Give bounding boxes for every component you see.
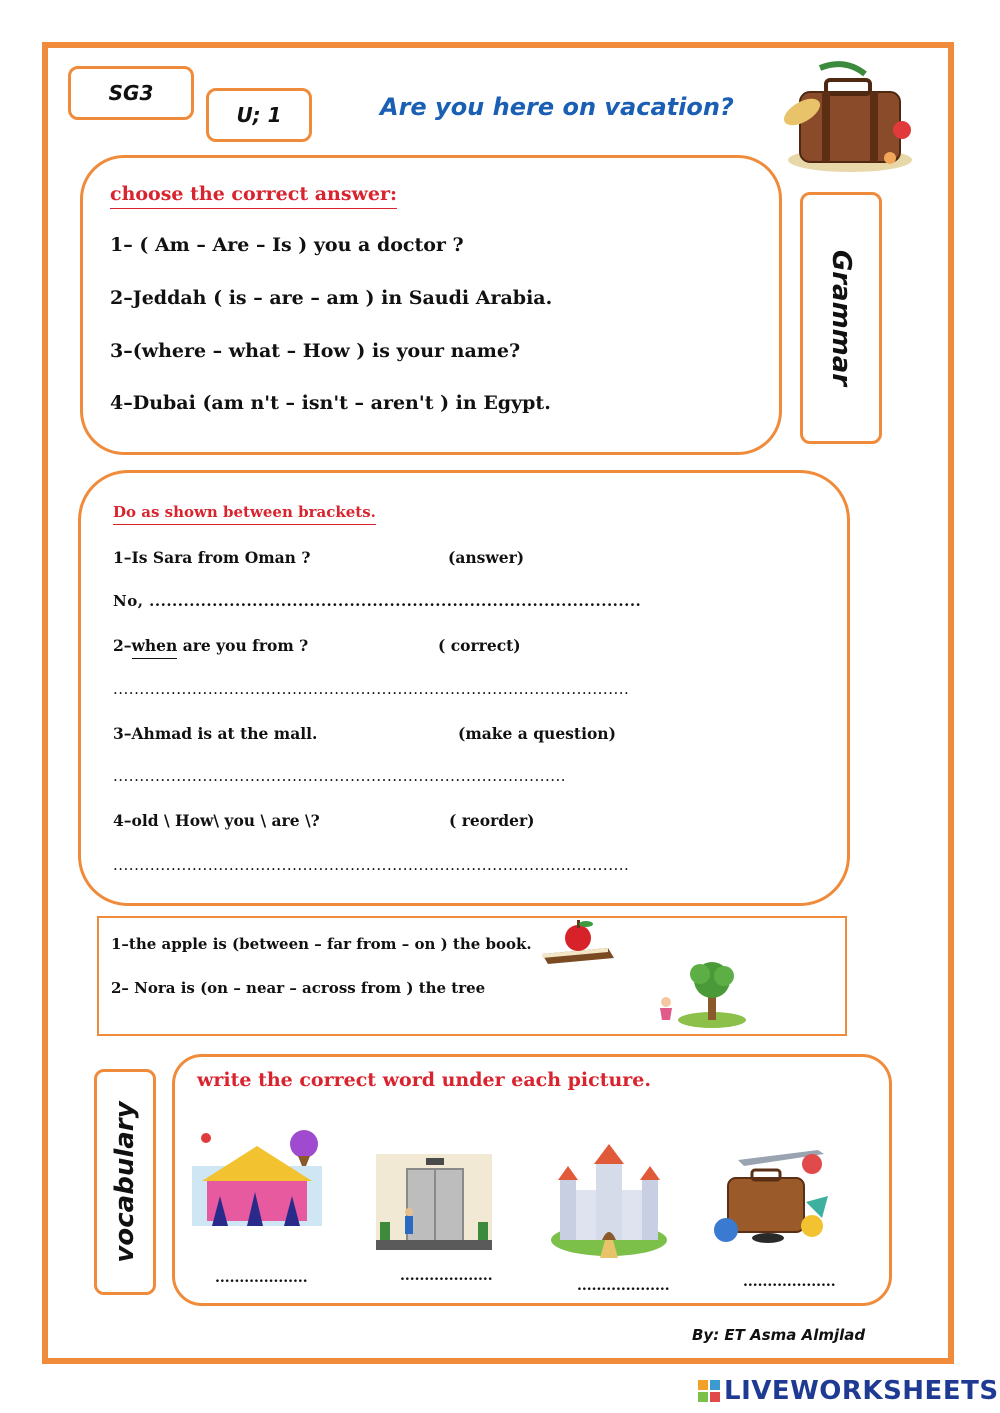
unit-box (206, 88, 312, 142)
vocabulary-blank-3[interactable]: ................... (577, 1278, 670, 1294)
girl-near-tree-picture (652, 958, 748, 1032)
liveworksheets-logo[interactable] (698, 1376, 999, 1406)
preposition-line-1: 1–the apple is (between – far from – on ) the book. (111, 935, 532, 953)
elevator-picture (376, 1154, 492, 1250)
apple-on-book-picture (538, 918, 618, 970)
brackets-instruction: Do as shown between brackets. (113, 503, 376, 521)
bracket-item-1: 1–Is Sara from Oman ? (113, 548, 311, 567)
castle-picture (550, 1140, 668, 1258)
suitcase-illustration (780, 60, 920, 175)
vocabulary-instruction: write the correct word under each picture. (197, 1069, 652, 1091)
bracket-answer-1[interactable] (113, 592, 678, 610)
grammar-instruction: choose the correct answer: (110, 183, 397, 205)
author-credit: By: ET Asma Almjlad (692, 1326, 866, 1344)
bracket-answer-2[interactable]: .................................................................................................. (113, 680, 630, 698)
amusement-park-picture (192, 1126, 322, 1231)
grammar-question-4: 4–Dubai (am n't – isn't – aren't ) in Egypt. (110, 392, 551, 414)
vocabulary-blank-2[interactable]: ................... (400, 1268, 493, 1284)
answer-dots: ...................................................................................... (149, 592, 642, 610)
grammar-question-2: 2–Jeddah ( is – are – am ) in Saudi Arabia. (110, 287, 553, 309)
bracket-item-4: 4–old \ How\ you \ are \? (113, 811, 320, 830)
bracket-item-3: 3–Ahmad is at the mall. (113, 724, 318, 743)
answer-prefix: No, (113, 592, 150, 610)
bracket-answer-3[interactable]: ...................................................................................... (113, 767, 567, 785)
underlined-word: when (132, 636, 178, 659)
bracket-hint-1: (answer) (448, 548, 525, 567)
bracket-item-2: 2–when are you from ? (113, 636, 308, 655)
bracket-hint-3: (make a question) (458, 724, 616, 743)
brand-icon (698, 1380, 720, 1402)
grammar-question-3: 3–(where – what – How ) is your name? (110, 340, 521, 362)
preposition-line-2: 2– Nora is (on – near – across from ) the tree (111, 979, 486, 997)
grammar-side-label: Grammar (826, 249, 856, 387)
class-code: SG3 (108, 81, 154, 105)
bracket-answer-4[interactable]: .................................................................................................. (113, 856, 630, 874)
travel-luggage-picture (708, 1142, 836, 1246)
class-code-box (68, 66, 194, 120)
grammar-question-1: 1– ( Am – Are – Is ) you a doctor ? (110, 234, 464, 256)
vocabulary-blank-1[interactable]: ................... (215, 1270, 308, 1286)
vocabulary-side-label: vocabulary (110, 1101, 140, 1263)
bracket-hint-2: ( correct) (438, 636, 521, 655)
bracket-hint-4: ( reorder) (449, 811, 535, 830)
vocabulary-blank-4[interactable]: ................... (743, 1274, 836, 1290)
page-title: Are you here on vacation? (380, 93, 734, 121)
unit-label: U; 1 (236, 103, 282, 127)
brand-name: LIVEWORKSHEETS (724, 1376, 999, 1406)
